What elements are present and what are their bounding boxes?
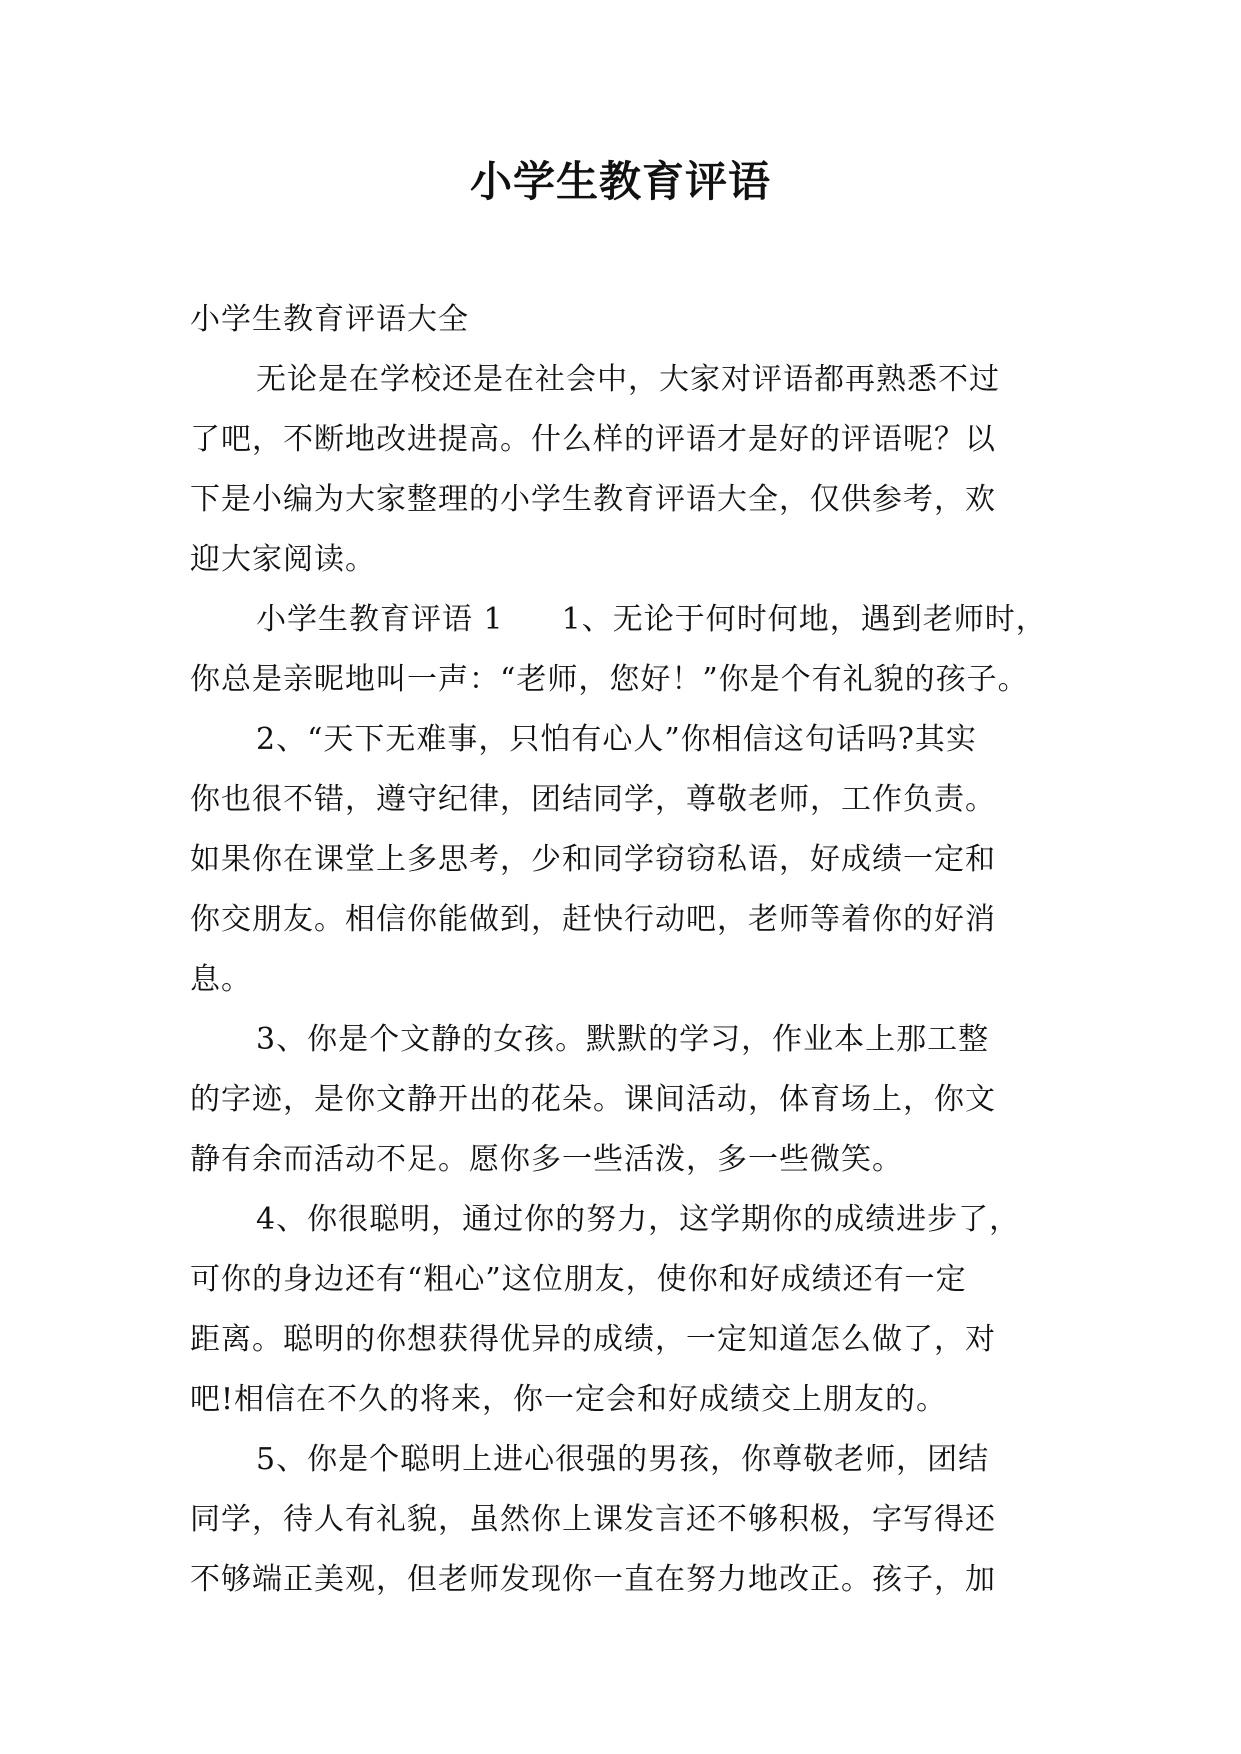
paragraph-line: 你也很不错，遵守纪律，团结同学，尊敬老师，工作负责。 — [190, 782, 996, 817]
document-title: 小学生教育评语 — [469, 157, 771, 206]
paragraph-line: 2、“天下无难事，只怕有心人”你相信这句话吗?其实 — [256, 722, 977, 757]
comment-text: 1、无论于何时何地，遇到老师时， — [561, 602, 1047, 637]
paragraph-line: 可你的身边还有“粗心”这位朋友，使你和好成绩还有一定 — [190, 1262, 967, 1297]
paragraph-line — [190, 590, 1052, 650]
paragraph-line: 5、你是个聪明上进心很强的男孩，你尊敬老师，团结 — [256, 1442, 990, 1477]
paragraph-line: 3、你是个文静的女孩。默默的学习，作业本上那工整 — [256, 1022, 990, 1057]
paragraph-line: 无论是在学校还是在社会中，大家对评语都再熟悉不过 — [256, 362, 1000, 397]
section-heading: 小学生教育评语大全 — [190, 302, 469, 337]
paragraph-line: 迎大家阅读。 — [190, 542, 376, 577]
paragraph-line: 4、你很聪明，通过你的努力，这学期你的成绩进步了， — [256, 1202, 1021, 1237]
paragraph-line: 不够端正美观，但老师发现你一直在努力地改正。孩子，加 — [190, 1562, 996, 1597]
paragraph-line: 吧!相信在不久的将来，你一定会和好成绩交上朋友的。 — [190, 1382, 948, 1417]
paragraph-line: 距离。聪明的你想获得优异的成绩，一定知道怎么做了，对 — [190, 1322, 996, 1357]
paragraph-line: 的字迹，是你文静开出的花朵。课间活动，体育场上，你文 — [190, 1082, 996, 1117]
paragraph-line: 如果你在课堂上多思考，少和同学窃窃私语，好成绩一定和 — [190, 842, 996, 877]
paragraph-line: 同学，待人有礼貌，虽然你上课发言还不够积极，字写得还 — [190, 1502, 996, 1537]
paragraph-line: 下是小编为大家整理的小学生教育评语大全，仅供参考，欢 — [190, 482, 996, 517]
paragraph-line: 了吧，不断地改进提高。什么样的评语才是好的评语呢？以 — [190, 422, 996, 457]
document-body — [190, 290, 1052, 1610]
paragraph-line: 息。 — [190, 962, 252, 997]
paragraph-line: 你总是亲昵地叫一声：“老师，您好！”你是个有礼貌的孩子。 — [190, 662, 1029, 697]
comment-heading: 小学生教育评语 1 — [256, 602, 504, 637]
paragraph-line: 静有余而活动不足。愿你多一些活泼，多一些微笑。 — [190, 1142, 903, 1177]
paragraph-line: 你交朋友。相信你能做到，赶快行动吧，老师等着你的好消 — [190, 902, 996, 937]
